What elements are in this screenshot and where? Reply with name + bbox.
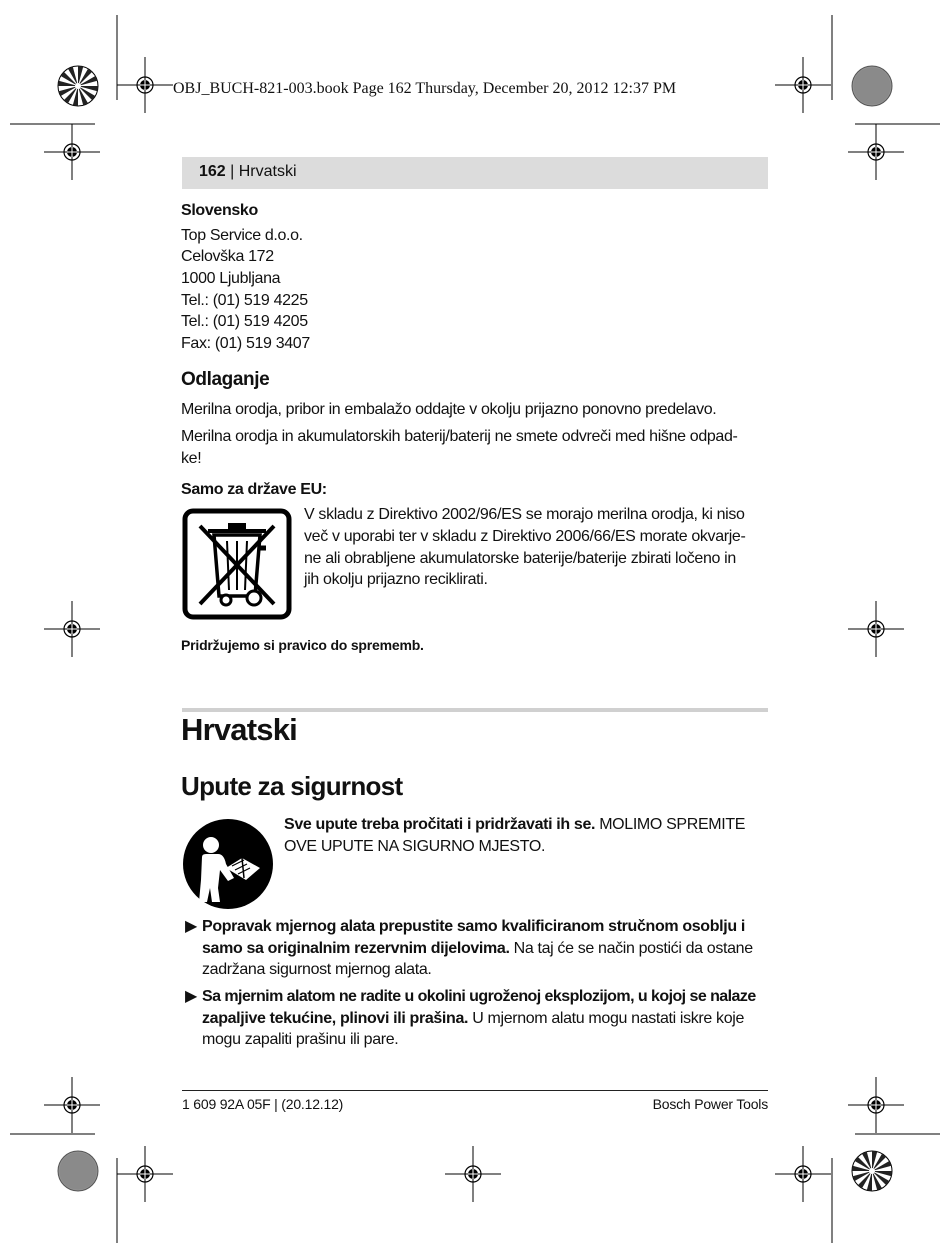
eu-paragraph: V skladu z Direktivo 2002/96/ES se morajo merilna orodja, ki niso: [304, 506, 745, 523]
odlaganje-paragraph: Merilna orodja, pribor in embalažo oddajte v okolju prijazno ponovno predelavo.: [181, 401, 717, 418]
odlaganje-paragraph: Merilna orodja in akumulatorskih baterij/baterij ne smete odvreči med hišne odpad-: [181, 428, 738, 445]
crossed-bin-icon: [182, 508, 292, 620]
odlaganje-heading: Odlaganje: [181, 369, 270, 390]
bullet-triangle-icon: ▶: [185, 988, 197, 1005]
slovensko-heading: Slovensko: [181, 202, 258, 219]
address-line: Tel.: (01) 519 4225: [181, 292, 308, 309]
intro-bold: Sve upute treba pročitati i pridržavati ih se.: [284, 816, 596, 833]
eu-paragraph: več v uporabi ter v skladu z Direktivo 2006/66/ES morate okvarje-: [304, 528, 746, 545]
footer-rule: [182, 1090, 768, 1091]
bullet1-rest: Na taj će se način postići da ostane: [509, 940, 753, 957]
address-line: Celovška 172: [181, 248, 274, 265]
bullet1-line: [202, 938, 753, 960]
intro-line: OVE UPUTE NA SIGURNO MJESTO.: [284, 838, 546, 855]
bullet1-line: zadržana sigurnost mjernog alata.: [202, 961, 432, 978]
bullet2-bold: zapaljive tekućine, plinovi ili prašina.: [202, 1010, 469, 1027]
bullet2-rest: U mjernom alatu mogu nastati iskre koje: [468, 1010, 745, 1027]
footer-doc-number: 1 609 92A 05F | (20.12.12): [182, 1096, 344, 1112]
page-number: 162: [199, 163, 226, 180]
address-line: Fax: (01) 519 3407: [181, 335, 310, 352]
header-section: Hrvatski: [238, 163, 297, 180]
bullet2-line: [202, 1008, 744, 1030]
read-manual-icon: [182, 818, 274, 910]
intro-line: [284, 814, 745, 836]
bullet2-line: mogu zapaliti prašinu ili pare.: [202, 1031, 399, 1048]
odlaganje-paragraph: ke!: [181, 450, 202, 467]
eu-paragraph: ne ali obrabljene akumulatorske baterije/baterije zbirati ločeno in: [304, 550, 736, 567]
address-line: Tel.: (01) 519 4205: [181, 313, 308, 330]
eu-heading: Samo za države EU:: [181, 481, 327, 498]
address-line: Top Service d.o.o.: [181, 227, 303, 244]
bullet-triangle-icon: ▶: [185, 918, 197, 935]
address-line: 1000 Ljubljana: [181, 270, 281, 287]
change-notice: Pridržujemo si pravico do sprememb.: [181, 637, 424, 653]
intro-rest: MOLIMO SPREMITE: [595, 816, 746, 833]
section-subtitle: Upute za sigurnost: [181, 771, 403, 801]
section-title: Hrvatski: [181, 712, 297, 747]
eu-paragraph: jih okolju prijazno reciklirati.: [304, 571, 488, 588]
print-slug: OBJ_BUCH-821-003.book Page 162 Thursday, December 20, 2012 12:37 PM: [173, 80, 677, 97]
footer-brand: Bosch Power Tools: [652, 1096, 768, 1112]
bullet1-line: Popravak mjernog alata prepustite samo kvalificiranom stručnom osoblju i: [202, 918, 745, 935]
bullet2-line: Sa mjernim alatom ne radite u okolini ugroženoj eksplozijom, u kojoj se nalaze: [202, 988, 756, 1005]
bullet1-bold: samo sa originalnim rezervnim dijelovima.: [202, 940, 510, 957]
page-header: 162 | Hrvatski: [199, 163, 297, 180]
